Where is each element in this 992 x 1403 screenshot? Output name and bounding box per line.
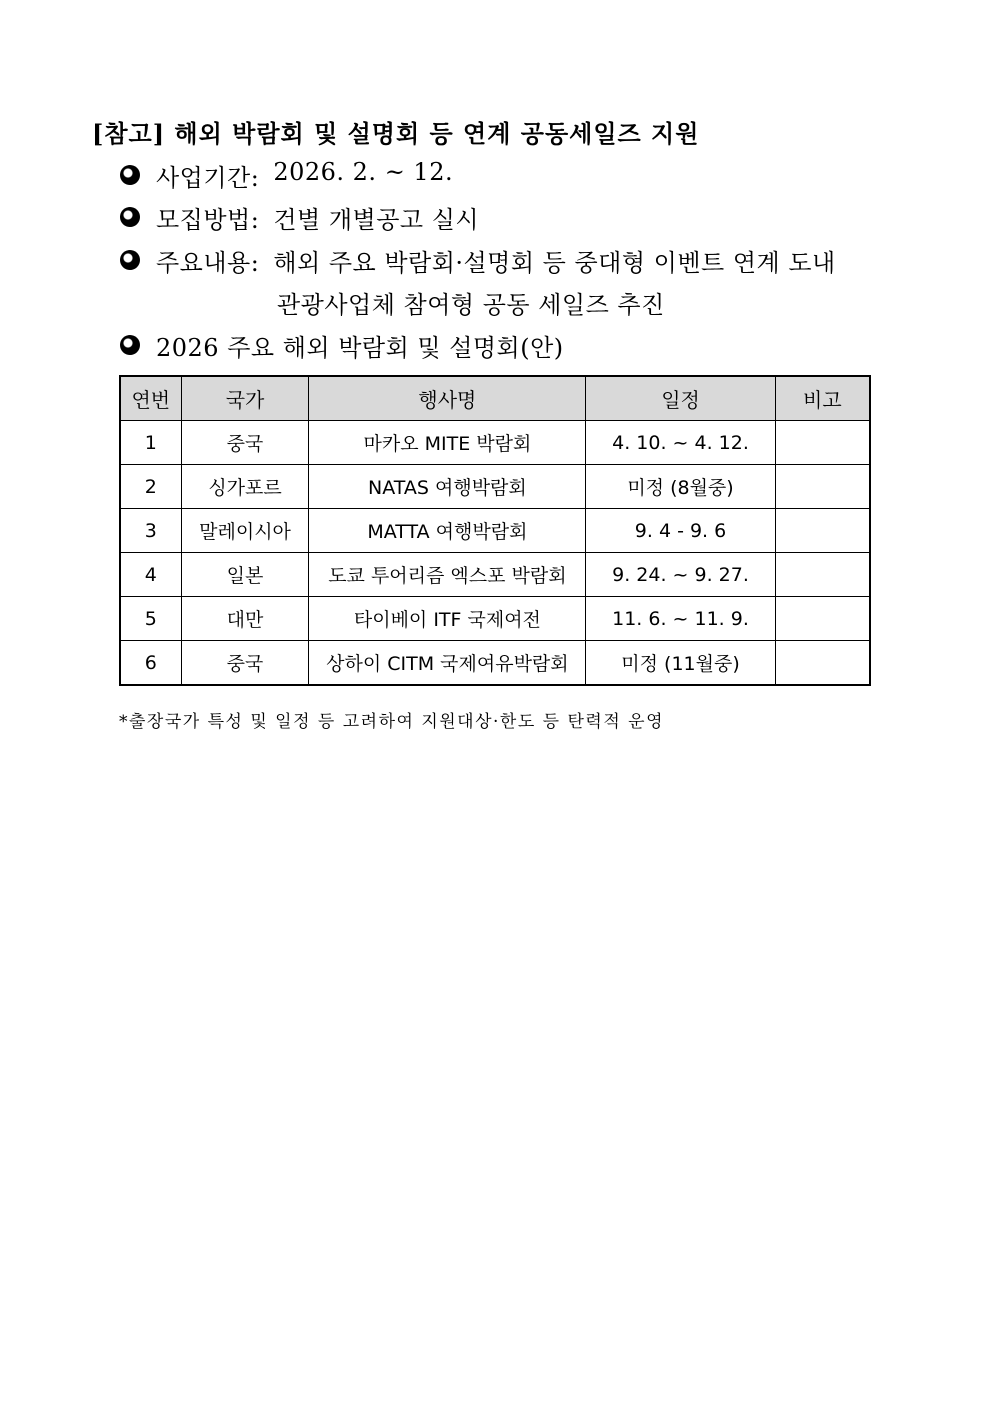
cell-country: 대만 <box>181 597 309 641</box>
table-header-row <box>120 376 870 421</box>
bullet-label: 모집방법: <box>156 206 260 234</box>
cell-number: 3 <box>120 509 181 553</box>
cell-number: 1 <box>120 421 181 465</box>
cell-schedule: 9. 24. ~ 9. 27. <box>586 553 775 597</box>
cell-number: 2 <box>120 465 181 509</box>
header-country: 국가 <box>181 376 309 421</box>
table-row <box>120 641 870 686</box>
cell-remarks <box>775 509 870 553</box>
bullet-value: 2026. 2. ~ 12. <box>273 158 454 186</box>
circle-bullet-icon <box>120 250 140 270</box>
cell-event-name: 도쿄 투어리즘 엑스포 박람회 <box>309 553 586 597</box>
cell-country: 싱가포르 <box>181 465 309 509</box>
cell-schedule: 11. 6. ~ 11. 9. <box>586 597 775 641</box>
cell-remarks <box>775 465 870 509</box>
cell-number: 6 <box>120 641 181 686</box>
bullet-table-caption <box>120 328 564 363</box>
cell-number: 4 <box>120 553 181 597</box>
cell-event-name: 마카오 MITE 박람회 <box>309 421 586 465</box>
cell-remarks <box>775 597 870 641</box>
event-schedule-table <box>119 375 871 686</box>
cell-remarks <box>775 553 870 597</box>
bullet-value: 해외 주요 박람회·설명회 등 중대형 이벤트 연계 도내 <box>273 249 836 277</box>
cell-country: 일본 <box>181 553 309 597</box>
table-caption: 2026 주요 해외 박람회 및 설명회(안) <box>156 334 564 362</box>
cell-country: 중국 <box>181 641 309 686</box>
bullet-period <box>120 158 453 193</box>
circle-bullet-icon <box>120 207 140 227</box>
footnote: *출장국가 특성 및 일정 등 고려하여 지원대상·한도 등 탄력적 운영 <box>119 712 665 732</box>
cell-schedule: 4. 10. ~ 4. 12. <box>586 421 775 465</box>
table-row <box>120 553 870 597</box>
circle-bullet-icon <box>120 165 140 185</box>
bullet-label: 주요내용: <box>156 249 260 277</box>
header-remarks: 비고 <box>775 376 870 421</box>
cell-schedule: 9. 4 - 9. 6 <box>586 509 775 553</box>
table-row <box>120 421 870 465</box>
cell-schedule: 미정 (11월중) <box>586 641 775 686</box>
table-row <box>120 509 870 553</box>
bullet-value: 건별 개별공고 실시 <box>273 206 480 234</box>
bullet-content <box>120 243 836 278</box>
cell-number: 5 <box>120 597 181 641</box>
table-row <box>120 465 870 509</box>
cell-schedule: 미정 (8월중) <box>586 465 775 509</box>
cell-remarks <box>775 641 870 686</box>
cell-remarks <box>775 421 870 465</box>
bullet-content-continuation: 관광사업체 참여형 공동 세일즈 추진 <box>277 291 665 319</box>
cell-event-name: MATTA 여행박람회 <box>309 509 586 553</box>
table-row <box>120 597 870 641</box>
header-schedule: 일정 <box>586 376 775 421</box>
cell-country: 중국 <box>181 421 309 465</box>
cell-event-name: NATAS 여행박람회 <box>309 465 586 509</box>
header-number: 연번 <box>120 376 181 421</box>
circle-bullet-icon <box>120 335 140 355</box>
cell-event-name: 상하이 CITM 국제여유박람회 <box>309 641 586 686</box>
cell-event-name: 타이베이 ITF 국제여전 <box>309 597 586 641</box>
bullet-label: 사업기간: <box>156 164 260 192</box>
section-title: [참고] 해외 박람회 및 설명회 등 연계 공동세일즈 지원 <box>92 119 700 148</box>
bullet-recruitment <box>120 200 479 235</box>
cell-country: 말레이시아 <box>181 509 309 553</box>
header-event-name: 행사명 <box>309 376 586 421</box>
